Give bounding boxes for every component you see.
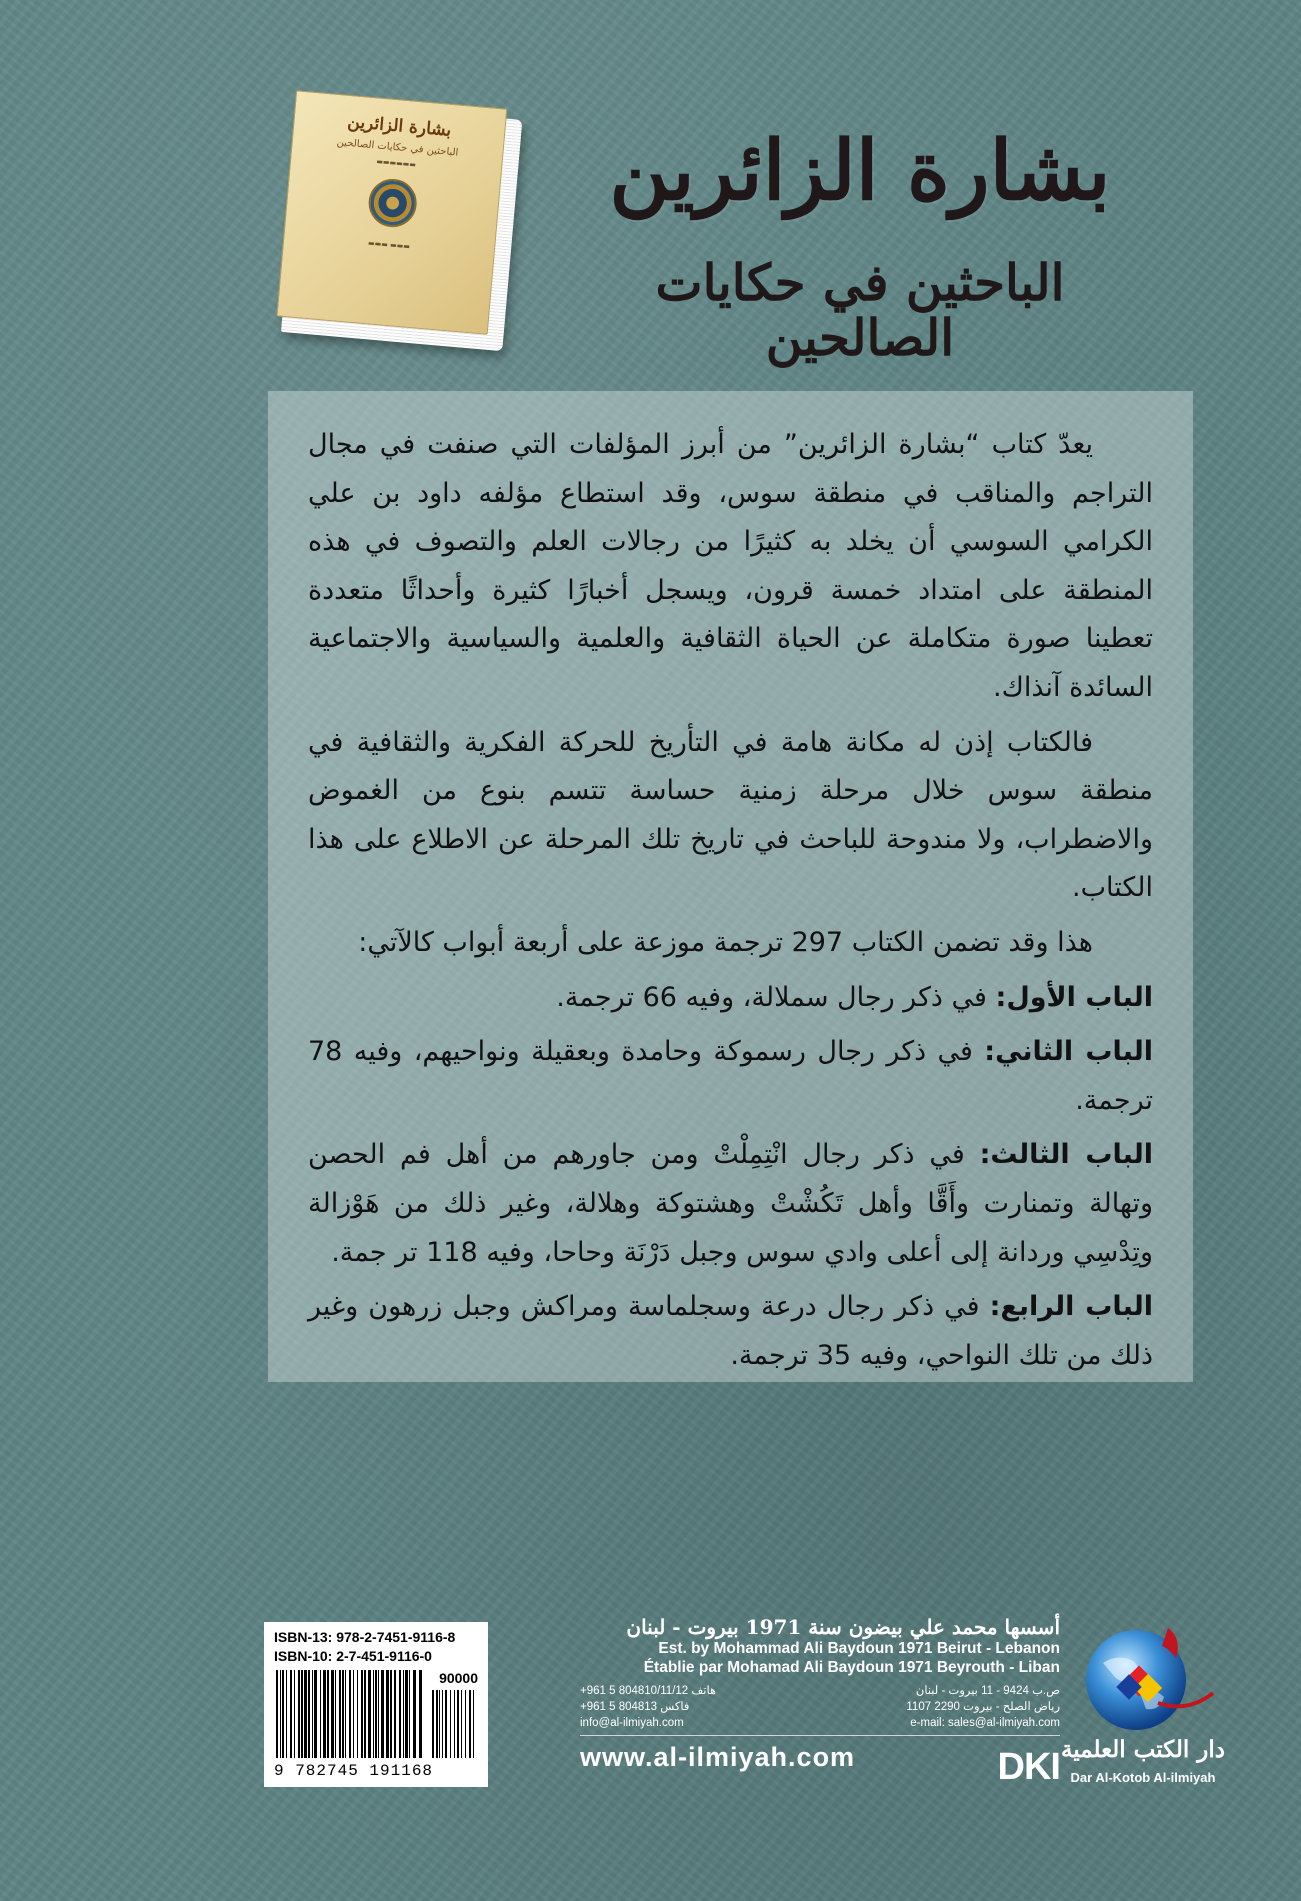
email-sales[interactable]: e-mail: sales@al-ilmiyah.com [910, 1717, 1060, 1729]
barcode-bar [386, 1670, 389, 1758]
contact-grid [580, 1683, 1060, 1731]
barcode-bar [381, 1670, 384, 1758]
barcode-bar [308, 1670, 310, 1758]
globe-logo-icon [1058, 1608, 1228, 1738]
barcode-addon-bar [436, 1690, 438, 1758]
barcode-bar [342, 1670, 344, 1758]
barcode-addon: 90000 [439, 1670, 478, 1686]
book-subtitle: الباحثين في حكايات الصالحين [655, 253, 1065, 367]
book-image-author-line: ▬▬▬▬▬▬ [376, 157, 417, 169]
barcode-bar [301, 1670, 303, 1758]
barcode-bar [399, 1670, 401, 1758]
chapter-1-text: في ذكر رجال سملالة، وفيه 66 ترجمة. [556, 981, 996, 1013]
barcode-addon-bar [432, 1690, 434, 1758]
barcode-addon-bar [461, 1690, 462, 1758]
book-image-title: بشارة الزائرين [346, 111, 452, 141]
barcode-bar [353, 1670, 354, 1758]
barcode-bar [312, 1670, 313, 1758]
founded-arabic: أسسها محمد علي بيضون سنة 1971 بيروت - لبنان [626, 1615, 1060, 1639]
chapter-1-label: الباب الأول: [995, 981, 1153, 1013]
book-image [275, 90, 530, 355]
chapter-3 [308, 1131, 1153, 1277]
book-front-cover [276, 90, 507, 335]
barcode-bar [394, 1670, 396, 1758]
chapter-4-label: الباب الرابع: [989, 1291, 1153, 1323]
barcode-bar [323, 1670, 326, 1758]
barcode-bar [298, 1670, 300, 1758]
phone: +961 5 804810/11/12 هاتف [580, 1685, 717, 1697]
barcode-bar [320, 1670, 321, 1758]
description-paragraph-2: فالكتاب إذن له مكانة هامة في التأريخ للحركة الفكرية والثقافية في منطقة سوس خلال مرحلة زمنية حساسة تتسم بنوع من الغموض والاضطراب، ولا مندوحة للباحث في تاريخ تلك المرحلة عن الاطلاع على هذا الكتاب. [308, 726, 1153, 904]
publisher-info [580, 1615, 1060, 1795]
publisher-logo [1058, 1608, 1228, 1798]
barcode-addon-bar [454, 1690, 455, 1758]
barcode-bar [290, 1670, 292, 1758]
barcode-bar [368, 1670, 371, 1758]
barcode-bar [390, 1670, 392, 1758]
divider [580, 1735, 1060, 1736]
barcode-bar [294, 1670, 295, 1758]
riad-address: رياض الصلح - بيروت 2290 1107 [906, 1701, 1060, 1713]
barcode-bar [345, 1670, 346, 1758]
barcode-bar [373, 1670, 374, 1758]
barcode-digits: 9 782745 191168 [274, 1762, 434, 1780]
barcode-bar [349, 1670, 351, 1758]
established-english: Est. by Mohammad Ali Baydoun 1971 Beirut - Lebanon [658, 1640, 1060, 1657]
chapter-2 [308, 1028, 1153, 1125]
barcode-bar [357, 1670, 358, 1758]
barcode-bar [335, 1670, 336, 1758]
chapter-3-text: في ذكر رجال انْتِمِلْتْ ومن جاورهم من أهل فم الحصن وتهالة وتمنارت وأَقَّا وأهل تَكُشْتْ وهشتوكة وهلالة، وغير ذلك من هَوْزالة وتِدْسِي وردانة إلى أعلى وادي سوس وجبل دَرْنَة وحاحا، وفيه 118 تر جمة. [308, 1139, 1153, 1268]
barcode-addon-bar [450, 1690, 451, 1758]
barcode-bar [282, 1670, 284, 1758]
chapter-2-text: في ذكر رجال رسموكة وحامدة وبعقيلة ونواحيهم، وفيه 78 ترجمة. [308, 1036, 1153, 1116]
po-box: ص.ب 9424 - 11 بيروت - لبنان [915, 1685, 1060, 1697]
barcode-bar [364, 1670, 366, 1758]
barcode-bar [314, 1670, 317, 1758]
barcode-bar [403, 1670, 404, 1758]
isbn-10: ISBN-10: 2-7-451-9116-0 [274, 1648, 432, 1664]
book-image-subtitle: الباحثين في حكايات الصالحين [336, 136, 459, 159]
barcode-addon-bar [442, 1690, 443, 1758]
chapter-4 [308, 1283, 1153, 1380]
website-link[interactable]: www.al-ilmiyah.com [580, 1742, 856, 1772]
barcode-bar [378, 1670, 379, 1758]
chapter-1 [308, 974, 1153, 1023]
book-image-editor-line: ▬▬▬ ▬▬▬ [367, 239, 411, 251]
email-info[interactable]: info@al-ilmiyah.com [580, 1717, 684, 1729]
barcode-addon-bar [445, 1690, 447, 1758]
barcode-addon-bar [469, 1690, 471, 1758]
isbn-13: ISBN-13: 978-2-7451-9116-8 [274, 1629, 456, 1645]
barcode-bar [419, 1670, 422, 1758]
chapter-3-label: الباب الثالث: [979, 1139, 1153, 1171]
barcode-bar [413, 1670, 416, 1758]
rosette-ornament-icon [367, 177, 419, 229]
publisher-name-english: Dar Al-Kotob Al-ilmiyah [1070, 1770, 1216, 1785]
barcode-bar [375, 1670, 377, 1758]
description-paragraph-3: هذا وقد تضمن الكتاب 297 ترجمة موزعة على أربعة أبواب كالآتي: [358, 926, 1093, 958]
barcode-bar [339, 1670, 341, 1758]
description-paragraph-1: يعدّ كتاب “بشارة الزائرين” من أبرز المؤلفات التي صنفت في مجال التراجم والمناقب في منطقة سوس، وقد استطاع مؤلفه داود بن علي الكرامي السوسي أن يخلد به كثيرًا من رجالات العلم والتصوف في هذه المنطقة على امتداد خمسة قرون، ويسجل أخبارًا كثيرة وأحداثًا متعددة تعطينا صورة متكاملة عن الحياة الثقافية والعلمية والسياسية والاجتماعية السائدة آنذاك. [308, 429, 1153, 703]
barcode-bar [331, 1670, 334, 1758]
barcode-addon-bar [465, 1690, 466, 1758]
barcode-box [264, 1622, 488, 1787]
description-panel [268, 391, 1193, 1382]
barcode-bar [405, 1670, 408, 1758]
barcode-bar [304, 1670, 307, 1758]
barcode-bar [276, 1670, 278, 1758]
barcode [274, 1670, 478, 1760]
chapter-2-label: الباب الثاني: [984, 1036, 1153, 1068]
barcode-bar [280, 1670, 281, 1758]
barcode-bar [361, 1670, 363, 1758]
publisher-name-arabic: دار الكتب العلمية [1060, 1736, 1226, 1763]
dki-logo-text: DKI [997, 1746, 1060, 1788]
chapter-4-text: في ذكر رجال درعة وسجلماسة ومراكش وجبل زرهون وغير ذلك من تلك النواحي، وفيه 35 ترجمة. [308, 1291, 1153, 1371]
barcode-addon-bar [457, 1690, 459, 1758]
barcode-addon-bar [473, 1690, 474, 1758]
barcode-bar [409, 1670, 410, 1758]
barcode-bar [286, 1670, 287, 1758]
fax: +961 5 804813 فاكس [580, 1701, 690, 1713]
barcode-bar [327, 1670, 329, 1758]
established-french: Établie par Mohamad Ali Baydoun 1971 Beyrouth - Liban [643, 1659, 1060, 1676]
barcode-addon-bar [439, 1690, 440, 1758]
book-title: بشارة الزائرين [609, 123, 1111, 219]
